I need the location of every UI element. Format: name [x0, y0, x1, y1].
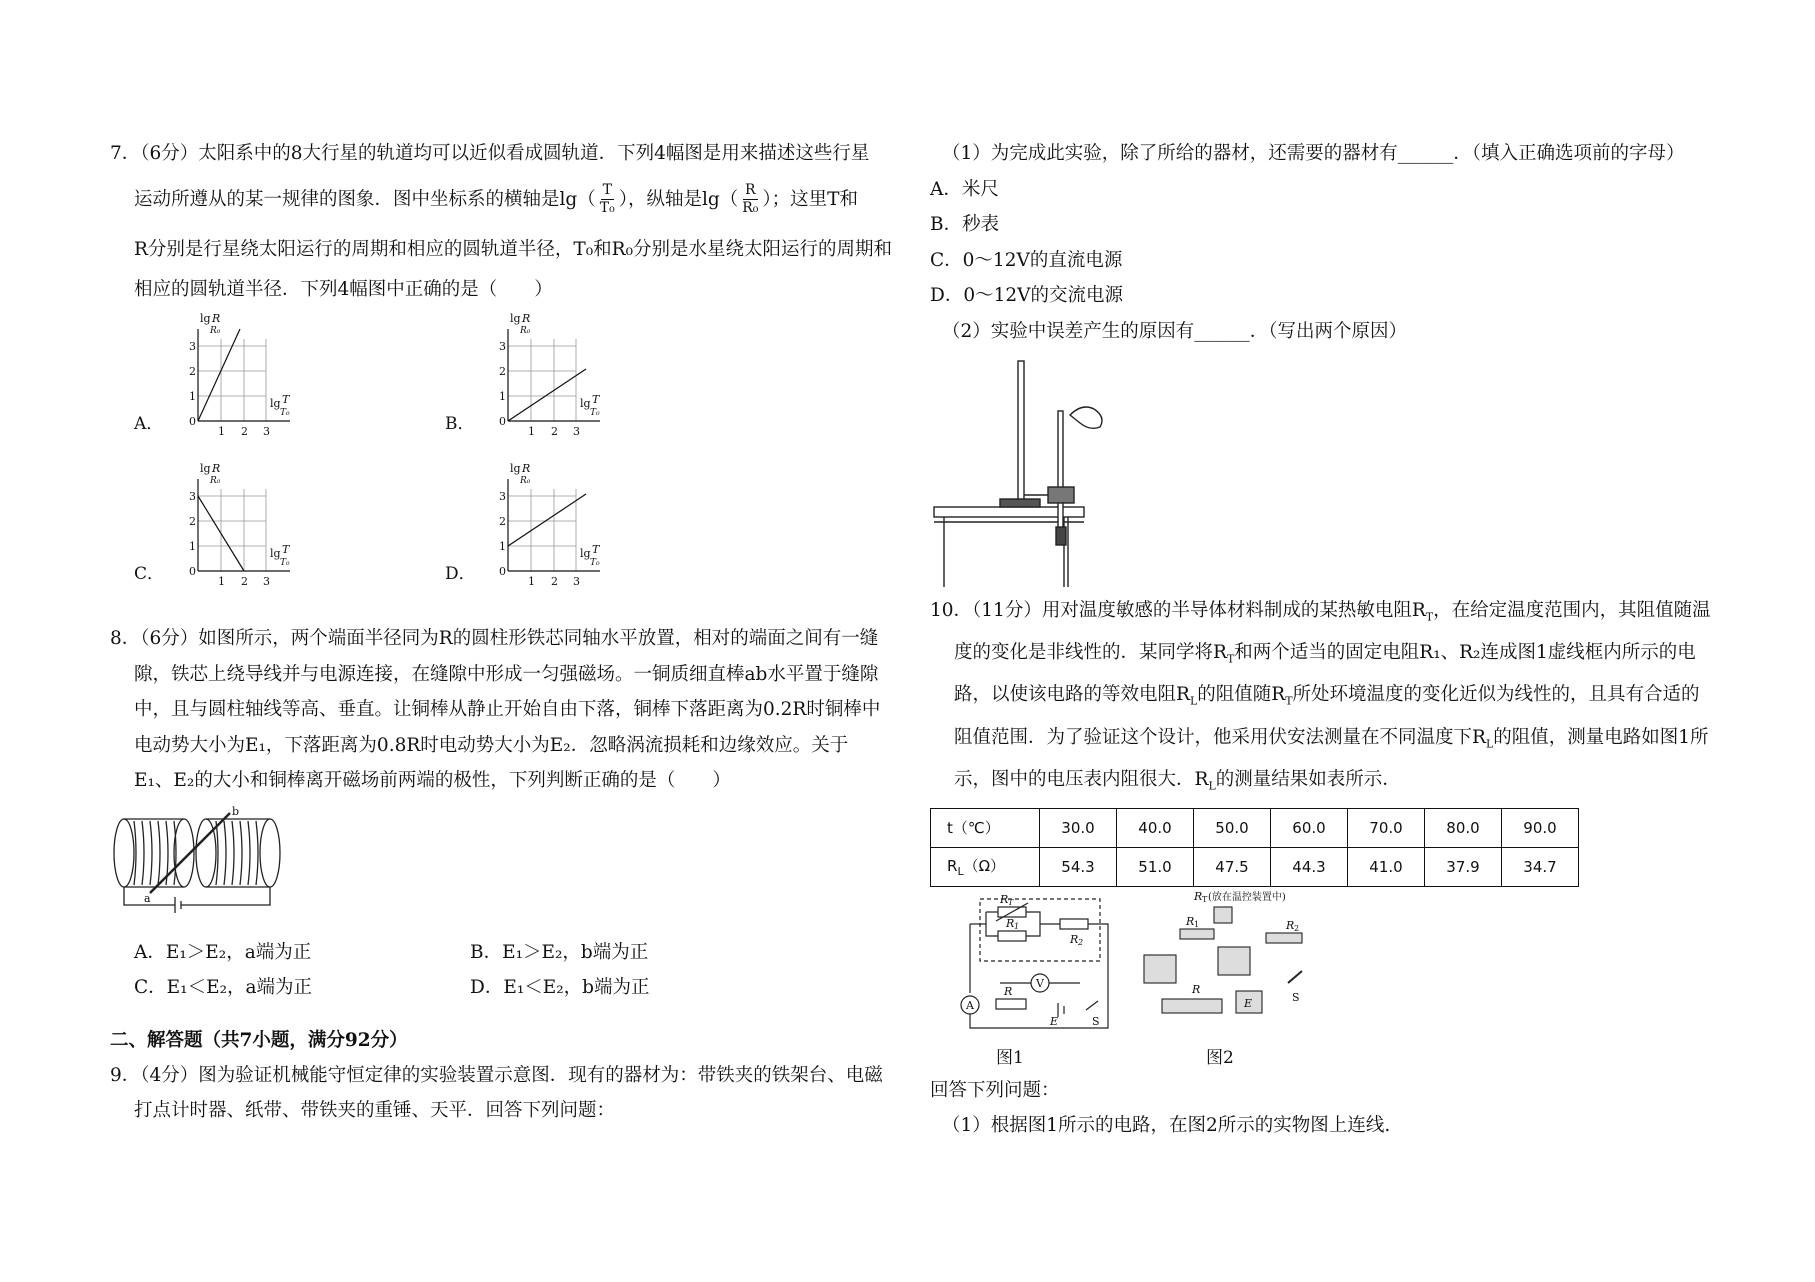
fraction-r-den: R₀ [742, 200, 759, 216]
rl-measurement-table [930, 808, 1579, 887]
table-cell: 37.9 [1425, 847, 1502, 886]
graph-c-tick-origin: 0 [189, 565, 196, 578]
q10-line-3-sub: L [1189, 695, 1198, 709]
graph-a-ylabel-lg: lg [200, 312, 211, 325]
q10-line-5-b: 的测量结果如表所示． [1215, 768, 1401, 790]
graph-d-xlabel-num: T [592, 543, 600, 556]
question-9 [110, 1058, 902, 1129]
graph-b-ylabel-lg: lg [510, 312, 521, 325]
graph-a-ylabel-den: R₀ [210, 326, 221, 336]
graph-d-xlabel-lg: lg [580, 547, 591, 560]
q10-line-2-b: 和两个适当的固定电阻R₁、R₂连成图1虚线框内所示的电 [1234, 642, 1696, 664]
q10-line-1-b: ，在给定温度范围内，其阻值随温 [1433, 600, 1711, 621]
graph-d-xtick-3: 3 [573, 575, 580, 588]
q10-answer-prompt: 回答下列问题： [930, 1079, 1060, 1101]
q10-line-2-a: 度的变化是非线性的．某同学将R [954, 642, 1227, 664]
q7-line-3: R分别是行星绕太阳运行的周期和相应的圆轨道半径，T₀和R₀分别是水星绕太阳运行的周期和 [134, 238, 893, 260]
q8-line-2: 隙，铁芯上绕导线并与电源连接，在缝隙中形成一匀强磁场。一铜质细直棒ab水平置于缝隙 [134, 663, 879, 685]
graph-a-ytick-1: 1 [189, 390, 196, 403]
fig1-switch-label: S [1092, 1014, 1100, 1028]
q10-line-2 [930, 635, 1720, 677]
fraction-t-num: T [602, 182, 612, 198]
q8-option-b: B．E₁＞E₂，b端为正 [470, 941, 649, 963]
graph-b-xlabel-num: T [592, 393, 600, 406]
graph-c-xtick-3: 3 [263, 575, 270, 588]
graph-b-ytick-3: 3 [499, 340, 506, 353]
graph-a-tick-origin: 0 [189, 415, 196, 428]
fig1-rt-sub: T [1008, 897, 1014, 907]
table-cell: 41.0 [1348, 847, 1425, 886]
graph-b [470, 311, 670, 461]
q9-line-2: 打点计时器、纸带、带铁夹的重锤、天平．回答下列问题： [134, 1100, 616, 1121]
table-cell: 80.0 [1425, 808, 1502, 847]
q10-figures [930, 889, 1720, 1043]
graph-c-ylabel-den: R₀ [210, 476, 221, 486]
table-row-resistance [931, 847, 1579, 886]
rod-end-b-label: b [232, 804, 240, 818]
table-cell: 40.0 [1117, 808, 1194, 847]
graph-a-ytick-2: 2 [189, 365, 196, 378]
q10-line-5-a: 示，图中的电压表内阻很大．R [954, 768, 1209, 790]
q10-line-1-a: 10．（11分）用对温度敏感的半导体材料制成的某热敏电阻R [930, 600, 1426, 621]
q9-option-d: D．0～12V的交流电源 [930, 285, 1124, 306]
q10-line-3-c: 所处环境温度的变化近似为线性的，且具有合适的 [1292, 684, 1700, 706]
question-8 [110, 621, 902, 1005]
fig2-title-text: (放在温控装置中) [1208, 891, 1286, 903]
graph-d-tick-origin: 0 [499, 565, 506, 578]
q10-line-3 [930, 677, 1720, 719]
q10-line-4 [930, 720, 1720, 762]
graph-c-ylabel-num: R [212, 462, 221, 475]
q10-line-2-sub: T [1226, 652, 1235, 666]
q7-line-2-text-c: ）；这里T和 [762, 188, 858, 210]
graph-c-xlabel-lg: lg [270, 547, 281, 560]
graph-c-xtick-2: 2 [241, 575, 248, 588]
q8-line-3: 中，且与圆柱轴线等高、垂直。让铜棒从静止开始自由下落，铜棒下落距离为0.2R时铜棒中 [134, 699, 881, 720]
fig1-rt-label: R [1000, 892, 1009, 906]
table-cell: 30.0 [1040, 808, 1117, 847]
figure-1-caption: 图1 [996, 1047, 1024, 1068]
table-cell: 70.0 [1348, 808, 1425, 847]
q7-line-2 [110, 172, 902, 228]
graph-a [160, 311, 360, 461]
graph-b-ylabel-den: R₀ [520, 326, 531, 336]
graph-c-ylabel-lg: lg [200, 462, 211, 475]
graph-c-xtick-1: 1 [218, 575, 225, 588]
q7-line-2-text-a: 运动所遵从的某一规律的图象．图中坐标系的横轴是lg（ [134, 188, 596, 210]
graph-d-xlabel-den: T₀ [590, 558, 600, 568]
graph-b-ytick-1: 1 [499, 390, 506, 403]
graph-c-xlabel-num: T [282, 543, 290, 556]
q9-sub-1: （1）为完成此实验，除了所给的器材，还需要的器材有______．（填入正确选项前的字母） [942, 143, 1685, 164]
graph-b-tick-origin: 0 [499, 415, 506, 428]
question-9-continued [930, 136, 1720, 587]
fig1-ammeter-label: A [966, 998, 974, 1012]
q7-option-graphs [110, 311, 902, 611]
table-row-temperature [931, 808, 1579, 847]
q10-line-4-sub: L [1485, 737, 1494, 751]
q10-line-5 [930, 762, 1720, 804]
table-header-resistance [931, 847, 1040, 886]
fig2-r1-sub: 1 [1194, 919, 1200, 929]
graph-c-ytick-3: 3 [189, 490, 196, 503]
right-column [930, 136, 1720, 1144]
q8-option-d: D．E₁＜E₂，b端为正 [470, 976, 650, 998]
option-a-label: A． [134, 414, 164, 434]
q10-line-3-sub2: T [1285, 695, 1293, 709]
question-7 [110, 136, 902, 611]
q9-line-1: 9．（4分）图为验证机械能守恒定律的实验装置示意图．现有的器材为：带铁夹的铁架台、电磁 [110, 1064, 883, 1086]
q10-line-4-a: 阻值范围．为了验证这个设计，他采用伏安法测量在不同温度下R [954, 726, 1486, 748]
fig2-r2-label: R [1286, 918, 1295, 932]
q9-option-b: B．秒表 [930, 214, 1000, 235]
q8-option-c: C．E₁＜E₂，a端为正 [134, 976, 313, 998]
q10-line-5-sub: L [1208, 779, 1216, 793]
graph-c-ytick-1: 1 [189, 540, 196, 553]
graph-b-xtick-2: 2 [551, 425, 558, 438]
question-10 [930, 593, 1720, 1144]
table-header-resistance-sub: L [957, 865, 964, 879]
fig1-r2-sub: 2 [1078, 937, 1084, 947]
circuit-diagram-figure-1 [940, 893, 1120, 1041]
graph-a-xtick-1: 1 [218, 425, 225, 438]
graph-b-xtick-1: 1 [528, 425, 535, 438]
fig1-r1-sub: 1 [1014, 921, 1020, 931]
figure-captions [930, 1043, 1720, 1073]
fraction-t-den: T₀ [599, 200, 615, 216]
q7-line-4: 相应的圆轨道半径．下列4幅图中正确的是（ ） [134, 278, 553, 300]
fig2-r1-label: R [1186, 914, 1195, 928]
graph-b-ylabel-num: R [522, 312, 531, 325]
q10-sub-1: （1）根据图1所示的电路，在图2所示的实物图上连线. [942, 1115, 1391, 1137]
q10-line-3-b: 的阻值随R [1197, 684, 1286, 706]
fig1-r1-label: R [1006, 916, 1015, 930]
table-cell: 50.0 [1194, 808, 1271, 847]
option-d-label: D． [445, 564, 476, 584]
fraction-r-num: R [745, 182, 756, 198]
option-b-label: B． [445, 414, 475, 434]
graph-b-ytick-2: 2 [499, 365, 506, 378]
fig1-voltmeter-label: V [1036, 976, 1044, 990]
table-cell: 51.0 [1117, 847, 1194, 886]
figure-2-caption: 图2 [1206, 1047, 1234, 1068]
q8-line-5: E₁、E₂的大小和铜棒离开磁场前两端的极性，下列判断正确的是（ ） [134, 770, 731, 791]
q7-line-1: 7．（6分）太阳系中的8大行星的轨道均可以近似看成圆轨道．下列4幅图是用来描述这些行星 [110, 143, 870, 164]
iron-core-coil-figure [110, 805, 300, 925]
graph-d-xtick-2: 2 [551, 575, 558, 588]
graph-c [160, 461, 360, 611]
graph-d-ylabel-num: R [522, 462, 531, 475]
fig1-battery-label: E [1050, 1014, 1059, 1028]
mechanical-energy-apparatus-figure [930, 357, 1110, 587]
graph-d-ytick-1: 1 [499, 540, 506, 553]
fig2-rheostat-label: R [1192, 982, 1201, 996]
q8-line-4: 电动势大小为E₁，下落距离为0.8R时电动势大小为E₂．忽略涡流损耗和边缘效应。关于 [134, 734, 849, 756]
graph-b-xlabel-lg: lg [580, 397, 591, 410]
graph-a-xtick-2: 2 [241, 425, 248, 438]
graph-a-xtick-3: 3 [263, 425, 270, 438]
graph-d [470, 461, 670, 611]
fraction-r [740, 182, 760, 217]
q7-line-2-text-b: ），纵轴是lg（ [618, 188, 739, 210]
graph-a-ylabel-num: R [212, 312, 221, 325]
graph-d-ytick-2: 2 [499, 515, 506, 528]
q8-option-a: A．E₁＞E₂，a端为正 [134, 941, 312, 963]
table-cell: 44.3 [1271, 847, 1348, 886]
table-header-temperature: t（℃） [931, 808, 1040, 847]
q9-option-c: C．0～12V的直流电源 [930, 249, 1123, 271]
table-header-resistance-unit: （Ω） [963, 857, 1006, 876]
left-column [110, 136, 902, 1129]
q10-line-3-a: 路，以使该电路的等效电阻R [954, 684, 1190, 706]
table-header-resistance-r: R [947, 857, 958, 876]
graph-a-xlabel-den: T₀ [280, 408, 290, 418]
graph-a-xlabel-num: T [282, 393, 290, 406]
q8-options [110, 935, 902, 1005]
q8-line-1: 8．（6分）如图所示，两个端面半径同为R的圆柱形铁芯同轴水平放置，相对的端面之间有一缝 [110, 628, 879, 649]
fig2-title-r: R [1194, 889, 1203, 903]
table-cell: 54.3 [1040, 847, 1117, 886]
physical-apparatus-figure-2 [1140, 889, 1340, 1037]
q9-sub-2: （2）实验中误差产生的原因有______．（写出两个原因） [942, 320, 1408, 342]
graph-b-xtick-3: 3 [573, 425, 580, 438]
graph-b-xlabel-den: T₀ [590, 408, 600, 418]
graph-d-ylabel-lg: lg [510, 462, 521, 475]
table-cell: 60.0 [1271, 808, 1348, 847]
fig1-rheostat-label: R [1004, 984, 1013, 998]
q10-line-4-b: 的阻值，测量电路如图1所 [1493, 726, 1709, 748]
fig2-title-sub: T [1202, 894, 1208, 904]
graph-a-xlabel-lg: lg [270, 397, 281, 410]
q9-option-a: A．米尺 [930, 178, 999, 200]
table-cell: 34.7 [1502, 847, 1579, 886]
fig2-switch-label: S [1292, 990, 1300, 1004]
graph-d-xtick-1: 1 [528, 575, 535, 588]
fig1-r2-label: R [1070, 932, 1079, 946]
q10-line-1 [930, 593, 1720, 635]
fig2-battery-label: E [1244, 996, 1253, 1010]
table-cell: 47.5 [1194, 847, 1271, 886]
rod-end-a-label: a [144, 891, 151, 905]
fraction-t [598, 182, 617, 217]
graph-d-ylabel-den: R₀ [520, 476, 531, 486]
graph-c-xlabel-den: T₀ [280, 558, 290, 568]
graph-c-ytick-2: 2 [189, 515, 196, 528]
fig2-r2-sub: 2 [1294, 923, 1300, 933]
graph-d-ytick-3: 3 [499, 490, 506, 503]
option-c-label: C． [134, 564, 165, 584]
section-2-title: 二、解答题（共7小题，满分92分） [110, 1029, 408, 1051]
table-cell: 90.0 [1502, 808, 1579, 847]
q10-line-1-sub: T [1425, 610, 1434, 624]
graph-a-ytick-3: 3 [189, 340, 196, 353]
